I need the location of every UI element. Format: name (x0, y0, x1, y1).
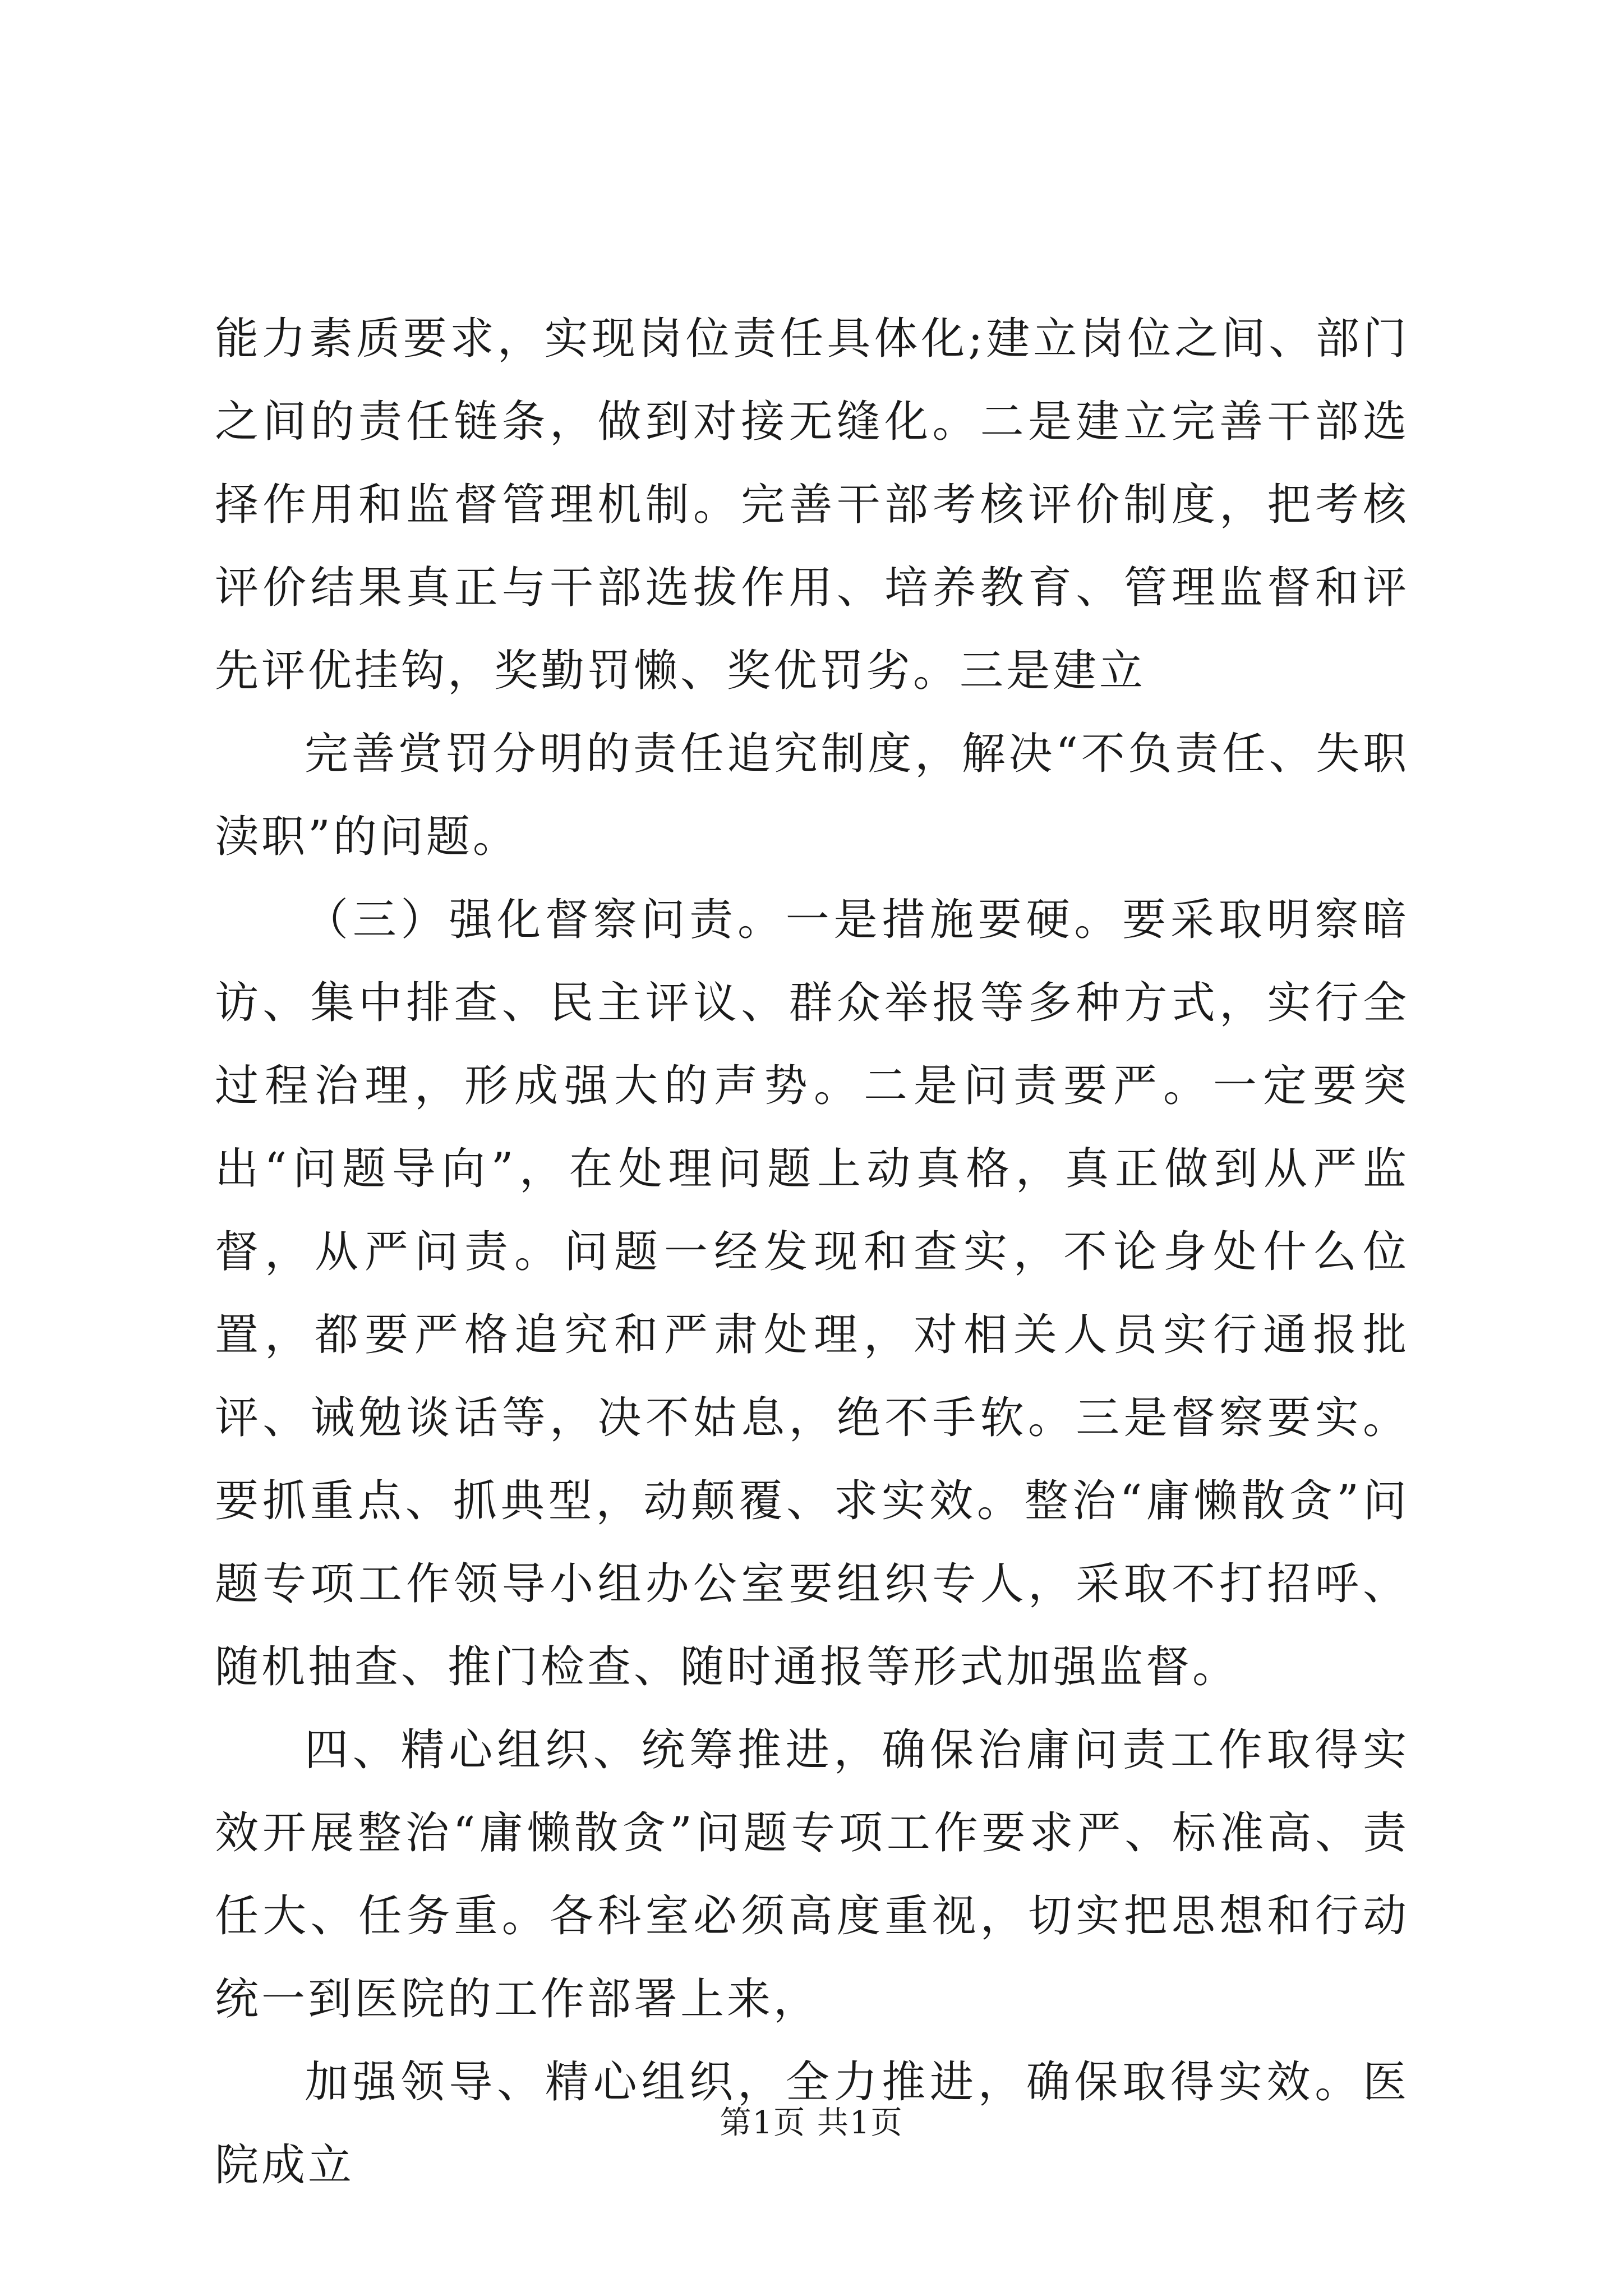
document-body (215, 297, 1409, 2207)
page-footer: 第1页 共1页 (720, 2105, 903, 2141)
paragraph-continuation: 能力素质要求，实现岗位责任具体化;建立岗位之间、部门之间的责任链条，做到对接无缝化。二是建立完善干部选择作用和监督管理机制。完善干部考核评价制度，把考核评价结果真正与干部选拔作用、培养教育、管理监督和评先评优挂钩，奖勤罚懒、奖优罚劣。三是建立 (215, 314, 1409, 696)
paragraph-leadership: 加强领导、精心组织，全力推进，确保取得实效。医院成立 (215, 2057, 1409, 2191)
paragraph-section-four: 四、精心组织、统筹推进，确保治庸问责工作取得实效开展整治“庸懒散贪”问题专项工作要求严、标准高、责任大、任务重。各科室必须高度重视，切实把思想和行动统一到医院的工作部署上来， (215, 1725, 1409, 2024)
paragraph-accountability-system: 完善赏罚分明的责任追究制度，解决“不负责任、失职渎职”的问题。 (215, 729, 1409, 862)
paragraph-supervision: （三）强化督察问责。一是措施要硬。要采取明察暗访、集中排查、民主评议、群众举报等多种方式，实行全过程治理，形成强大的声势。二是问责要严。一定要突出“问题导向”，在处理问题上动真格，真正做到从严监督，从严问责。问题一经发现和查实，不论身处什么位置，都要严格追究和严肃处理，对相关人员实行通报批评、诫勉谈话等，决不姑息，绝不手软。三是督察要实。要抓重点、抓典型，动颠覆、求实效。整治“庸懒散贪”问题专项工作领导小组办公室要组织专人，采取不打招呼、随机抽查、推门检查、随时通报等形式加强监督。 (215, 895, 1409, 1692)
